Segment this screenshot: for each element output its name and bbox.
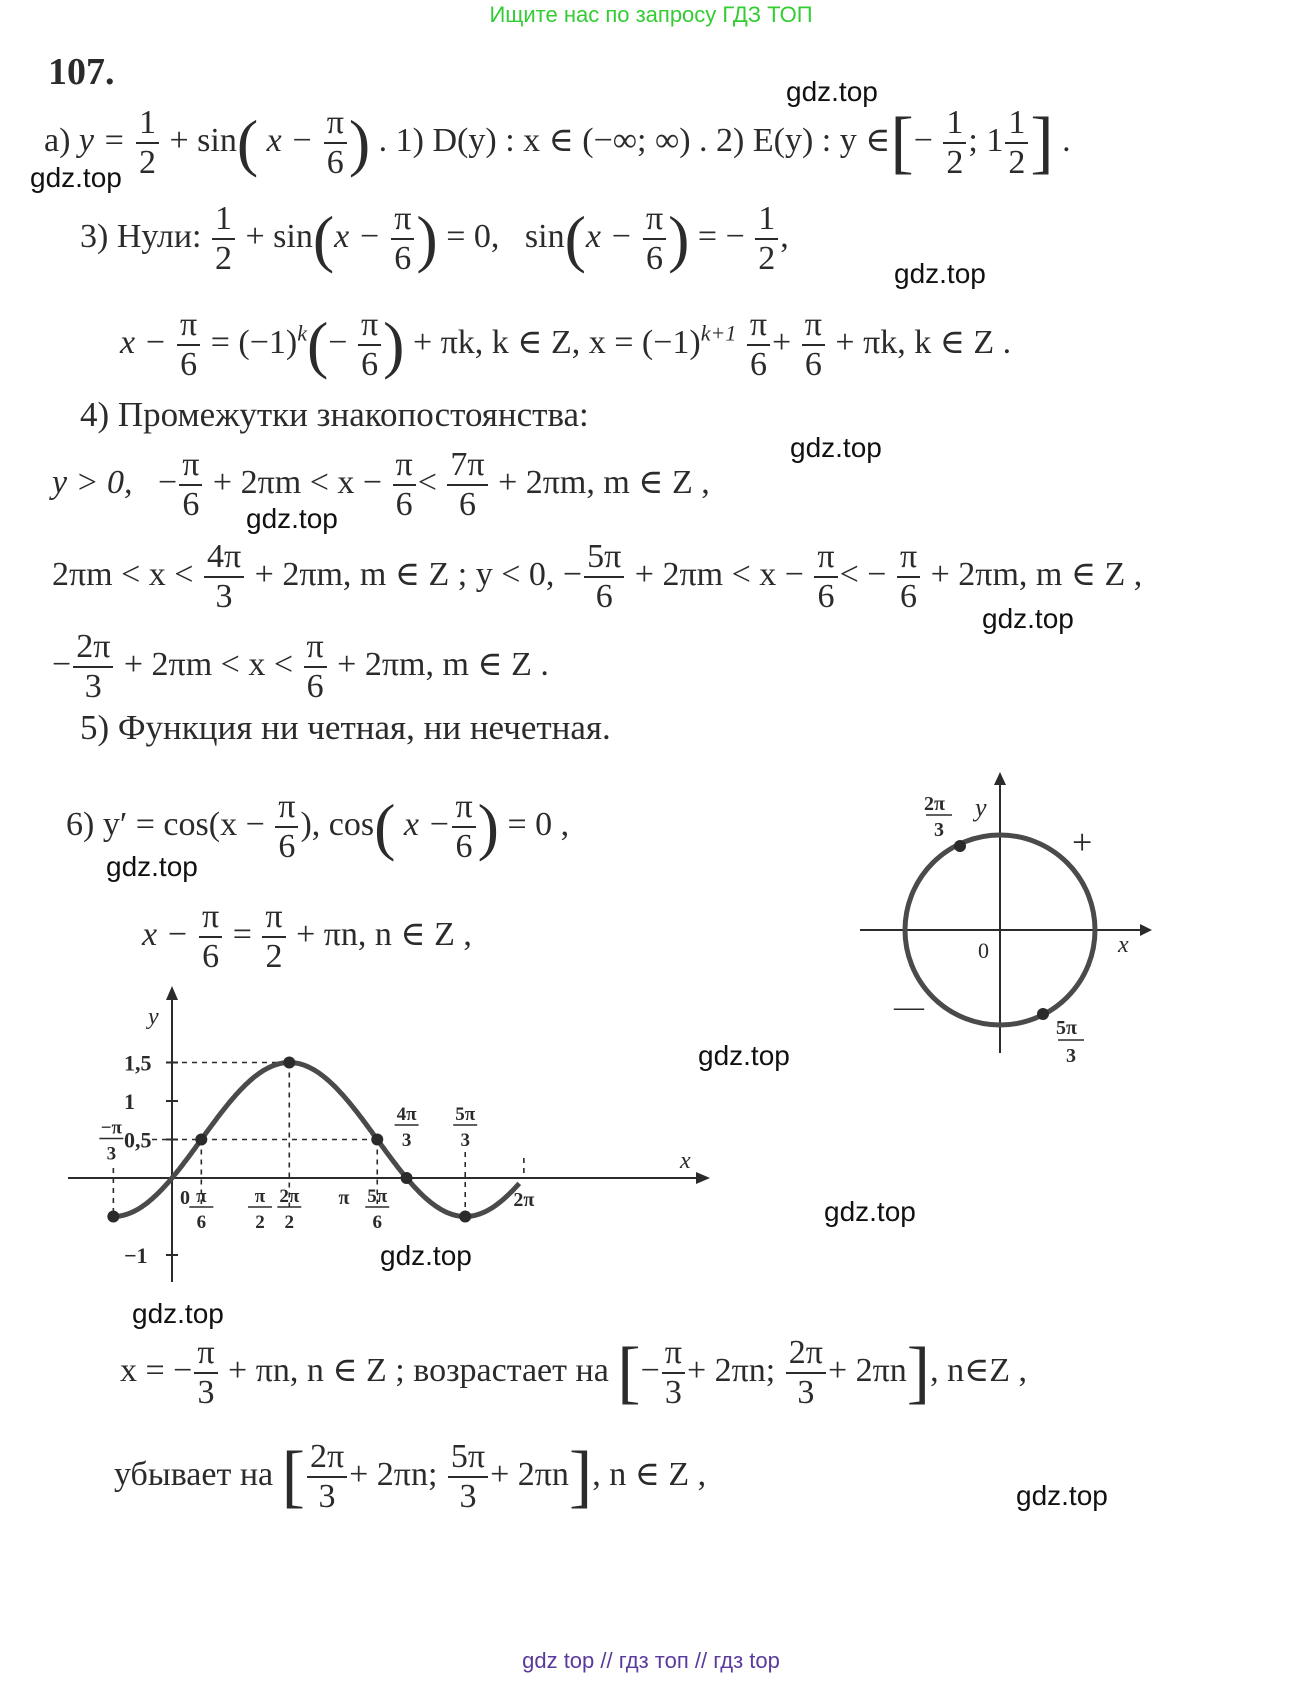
comma: ,: [780, 217, 789, 255]
fraction-pi-6: $\frac{\pi}{6}$: [747, 306, 770, 384]
negative-result-tail: + 2πm, m ∈ Z .: [337, 645, 549, 683]
increasing-tail: , n∈Z ,: [930, 1351, 1028, 1389]
watermark: gdz.top: [1016, 1480, 1108, 1511]
fraction-one-half: $\frac{1}{2}$: [212, 200, 235, 278]
fraction-one-half: $\frac{1}{2}$: [136, 104, 159, 182]
derivative-lead: 6) y′ = cos(x −: [66, 805, 265, 843]
fraction-5pi-3: $\frac{5\pi}{3}$: [448, 1438, 488, 1516]
y-axis-label: y: [148, 1004, 159, 1030]
key-point: [107, 1211, 119, 1223]
watermark: gdz.top: [786, 76, 878, 107]
negative-mid: + 2πm < x −: [634, 555, 804, 593]
x-minus: x −: [120, 323, 167, 361]
y-eq: y =: [78, 121, 126, 159]
key-point: [195, 1134, 207, 1146]
unit-circle-diagram: [850, 768, 1170, 1068]
x-minus: x −: [585, 217, 633, 255]
watermark: gdz.top: [982, 603, 1074, 634]
derivative-tail: = 0 ,: [507, 805, 570, 843]
x-tick-label-num: 5π: [367, 1186, 388, 1207]
fraction-pi-6: $\frac{\pi}{6}$: [199, 898, 222, 976]
x-tick-label-den: 2: [255, 1212, 265, 1233]
fraction-2pi-3: $\frac{2\pi}{3}$: [307, 1438, 347, 1516]
x-minus: x −: [403, 805, 451, 843]
fraction-pi-6: $\frac{\pi}{6}$: [179, 446, 202, 524]
decreasing-interval-start: + 2πn;: [349, 1455, 438, 1493]
watermark: gdz.top: [894, 258, 986, 289]
extrema-lead: x = −: [120, 1351, 193, 1389]
line-a: а) y = $\frac{1}{2}$ + sin( x − $\frac{\pi}{6}$ ) . 1) D(y) : x ∈ (−∞; ∞) . 2) E(y) : y ∈[− $\frac{1}{2}$ ; 1 $\frac{1}{2}$ ] .: [44, 104, 1071, 181]
fraction-pi-6: $\frac{\pi}{6}$: [897, 538, 920, 616]
label-5pi-3-den: 3: [1066, 1045, 1076, 1067]
eq-zero: = 0,: [446, 217, 500, 255]
minus: −: [52, 645, 72, 683]
fraction-pi-3: $\frac{\pi}{3}$: [662, 1334, 685, 1412]
x-axis-label: x: [680, 1148, 691, 1174]
line-zeros: 3) Нули: $\frac{1}{2}$ + sin(x − $\frac{\pi}{6}$ ) = 0, sin(x − $\frac{\pi}{6}$ ) = − $\frac{1}{2}$ ,: [80, 200, 789, 277]
parity-statement: 5) Функция ни четная, ни нечетная.: [80, 708, 611, 747]
function-graph: [64, 982, 724, 1292]
less-than-minus: < −: [839, 555, 887, 593]
decreasing-text: убывает на: [114, 1455, 274, 1493]
negative-result-mid: + 2πm < x <: [123, 645, 293, 683]
line-positive: [52, 446, 710, 524]
top-banner[interactable]: Ищите нас по запросу ГДЗ ТОП: [489, 2, 813, 27]
x-tick-label-num: 2π: [279, 1186, 300, 1207]
watermark: gdz.top: [106, 851, 198, 882]
fraction-pi-6: $\frac{\pi}{6}$: [275, 788, 298, 866]
x-tick-label-num: π: [254, 1186, 266, 1207]
sin-text: + sin: [245, 217, 313, 255]
watermark: gdz.top: [380, 1240, 472, 1271]
zeros-solution-text: + πk, k ∈ Z, x = (−1): [412, 323, 701, 361]
line-negative-result: [52, 628, 549, 706]
fraction-pi-6: $\frac{\pi}{6}$: [177, 306, 200, 384]
line-critical: [142, 898, 472, 976]
key-point: [371, 1134, 383, 1146]
positive-tail: + 2πm, m ∈ Z ,: [498, 463, 710, 501]
fraction-2pi-3: $\frac{2\pi}{3}$: [786, 1334, 826, 1412]
minus-sign: —: [894, 990, 924, 1023]
fraction-pi-6: $\frac{\pi}{6}$: [391, 200, 414, 278]
watermark: gdz.top: [30, 162, 122, 193]
increasing-interval-end: + 2πn: [827, 1351, 907, 1389]
watermark: gdz.top: [132, 1298, 224, 1329]
fraction-pi-6: $\frac{\pi}{6}$: [643, 200, 666, 278]
y-tick-label: −1: [124, 1243, 148, 1268]
x-minus: x −: [142, 915, 189, 953]
label-2pi-3-den: 3: [934, 819, 944, 841]
x-tick-label-den: 2: [284, 1212, 295, 1233]
exponent-k-plus-1: k+1: [700, 320, 737, 346]
key-point: [283, 1057, 295, 1069]
fraction-one-half: $\frac{1}{2}$: [1005, 104, 1028, 182]
watermark: gdz.top: [824, 1196, 916, 1227]
problem-number: 107.: [48, 51, 115, 93]
line-increasing: x = − $\frac{\pi}{3}$ + πn, n ∈ Z ; возрастает на [− $\frac{\pi}{3}$ + 2πn; $\frac{2\pi}{3}$ + 2πn], n∈Z ,: [120, 1334, 1028, 1411]
less-than: <: [417, 463, 437, 501]
circle-y-label: y: [975, 793, 987, 822]
key-point: [401, 1172, 413, 1184]
fraction-pi-6: $\frac{\pi}{6}$: [452, 788, 475, 866]
derivative-mid: ), cos: [300, 805, 375, 843]
increasing-interval-start: + 2πn;: [686, 1351, 776, 1389]
fraction-pi-6: $\frac{\pi}{6}$: [324, 104, 347, 182]
sin-text: + sin: [169, 121, 237, 159]
x-minus: x −: [334, 217, 381, 255]
eq-minus: = −: [697, 217, 745, 255]
decreasing-tail: , n ∈ Z ,: [592, 1455, 707, 1493]
circle-x-arrow: [1140, 924, 1152, 936]
x-tick-label-num: π: [196, 1186, 207, 1207]
fraction-2pi-3: $\frac{2\pi}{3}$: [73, 628, 113, 706]
line-derivative: 6) y′ = cos(x − $\frac{\pi}{6}$ ), cos( x − $\frac{\pi}{6}$ ) = 0 ,: [66, 788, 570, 865]
sin-text: sin: [524, 217, 565, 255]
fraction-one-half: $\frac{1}{2}$: [943, 104, 966, 182]
annotation-label-den: 3: [401, 1130, 412, 1151]
y-positive: y > 0,: [52, 463, 133, 501]
negative-tail: + 2πm, m ∈ Z ,: [930, 555, 1143, 593]
fraction-4pi-3: $\frac{4\pi}{3}$: [204, 538, 244, 616]
circle-x-label: x: [1118, 932, 1129, 958]
zeros-solution-tail: + πk, k ∈ Z .: [835, 323, 1012, 361]
fraction-5pi-6: $\frac{5\pi}{6}$: [584, 538, 624, 616]
watermark: gdz.top: [698, 1040, 790, 1071]
increasing-text: + πn, n ∈ Z ; возрастает на: [228, 1351, 609, 1389]
equals: =: [232, 915, 252, 953]
circle-y-arrow: [994, 772, 1006, 785]
annotation-minus-pi3-num: −π: [100, 1117, 122, 1139]
period: .: [1062, 121, 1071, 159]
label-a: а): [44, 121, 71, 159]
semicolon-one: ; 1: [968, 121, 1004, 159]
circle-origin: 0: [978, 938, 989, 963]
annotation-label-num: 5π: [455, 1104, 476, 1125]
minus: −: [328, 323, 348, 361]
x-tick-label-den: 6: [372, 1212, 383, 1233]
label-2pi-3-num: 2π: [924, 793, 945, 815]
fraction-pi-6: $\frac{\pi}{6}$: [358, 306, 381, 384]
negative-lead: + 2πm, m ∈ Z ; y < 0, −: [254, 555, 583, 593]
positive-interval: 2πm < x <: [52, 555, 194, 593]
x-axis-arrow: [696, 1172, 710, 1184]
line-decreasing: убывает на [ $\frac{2\pi}{3}$ + 2πn; $\frac{5\pi}{3}$ + 2πn], n ∈ Z ,: [114, 1438, 707, 1515]
eq-minus-one: = (−1): [210, 323, 298, 361]
x-tick-label-pi: π: [338, 1187, 350, 1209]
zeros-label: 3) Нули:: [80, 217, 202, 255]
y-axis-arrow: [166, 986, 178, 1000]
y-tick-label: 1: [124, 1089, 135, 1114]
point-5pi-3: [1037, 1008, 1049, 1020]
domain-range-text: . 1) D(y) : x ∈ (−∞; ∞) . 2) E(y) : y ∈: [378, 121, 891, 159]
x-tick-label-0: 0: [180, 1187, 190, 1209]
annotation-label-num: 4π: [396, 1104, 417, 1125]
minus: −: [640, 1351, 660, 1389]
fraction-7pi-6: $\frac{7\pi}{6}$: [447, 446, 487, 524]
plus: +: [772, 323, 792, 361]
critical-tail: + πn, n ∈ Z ,: [296, 915, 472, 953]
line-zeros-solution: x − $\frac{\pi}{6}$ = $(-1)^k(-$ $\frac{\pi}{6}$ ) + πk, k ∈ Z, $x = (-1)^{k+1}$ $\frac{\pi}{6}$ + $\frac{\pi}{6}$ + πk, k ∈ Z .: [120, 306, 1012, 383]
footer-links[interactable]: gdz top // гдз топ // гдз top: [522, 1648, 780, 1673]
intervals-heading: 4) Промежутки знакопостоянства:: [80, 395, 589, 434]
annotation-label-den: 3: [460, 1130, 470, 1151]
exponent-k: k: [297, 320, 307, 346]
y-tick-label: 1,5: [124, 1050, 152, 1076]
label-5pi-3-num: 5π: [1056, 1017, 1077, 1039]
minus: −: [913, 121, 933, 159]
x-tick-label-2pi: 2π: [513, 1189, 535, 1211]
x-tick-label-den: 6: [196, 1212, 207, 1233]
y-tick-label: 0,5: [124, 1127, 152, 1153]
fraction-pi-6: $\frac{\pi}{6}$: [814, 538, 837, 616]
x-minus: x −: [266, 121, 314, 159]
fraction-pi-3: $\frac{\pi}{3}$: [194, 1334, 217, 1412]
annotation-minus-pi3-den: 3: [106, 1143, 117, 1165]
watermark: gdz.top: [790, 432, 882, 463]
fraction-pi-6: $\frac{\pi}{6}$: [304, 628, 327, 706]
decreasing-interval-end: + 2πn: [490, 1455, 569, 1493]
positive-mid: + 2πm < x −: [212, 463, 383, 501]
fraction-pi-6: $\frac{\pi}{6}$: [802, 306, 825, 384]
plus-sign: +: [1072, 822, 1093, 862]
point-2pi-3: [954, 840, 966, 852]
key-point: [459, 1211, 471, 1223]
minus: −: [158, 463, 178, 501]
fraction-one-half: $\frac{1}{2}$: [755, 200, 778, 278]
fraction-pi-2: $\frac{\pi}{2}$: [262, 898, 285, 976]
watermark: gdz.top: [246, 503, 338, 534]
fraction-pi-6: $\frac{\pi}{6}$: [393, 446, 416, 524]
line-negative: [52, 538, 1142, 616]
